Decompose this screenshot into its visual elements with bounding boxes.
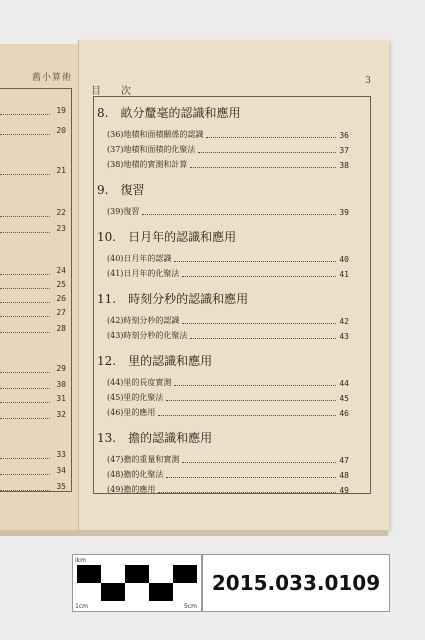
left-page-number: 25	[56, 280, 66, 289]
toc-entry-label: (36)地積和面積關係的認識	[107, 130, 204, 139]
right-page	[78, 40, 389, 530]
left-page-number: 28	[56, 324, 66, 333]
scale-checker-cell	[149, 583, 173, 601]
toc-entry-page: 45	[339, 394, 349, 403]
toc-entry-page: 47	[339, 456, 349, 465]
leader-dots	[166, 400, 336, 401]
section-title: 13. 擔的認識和應用	[97, 431, 213, 445]
toc-entry-label: (49)擔的應用	[107, 485, 156, 494]
header-ci: 次	[121, 86, 131, 97]
toc-entry-label: (37)地積和面積的化聚法	[107, 145, 196, 154]
left-page-number: 31	[56, 394, 66, 403]
toc-entry-label: (39)復習	[107, 207, 140, 216]
toc-entry-page: 40	[339, 255, 349, 264]
toc-entry	[107, 406, 349, 418]
toc-entry-page: 46	[339, 409, 349, 418]
left-page-header: 舊小算術	[31, 73, 72, 83]
toc-entry-label: (48)擔的化聚法	[107, 470, 164, 479]
leader-dots	[174, 261, 336, 262]
toc-entry-label: (40)日月年的認識	[107, 254, 172, 263]
scale-bar	[72, 554, 202, 612]
left-page-number: 33	[56, 450, 66, 459]
section-title: 11. 時刻分秒的認識和應用	[97, 292, 249, 306]
toc-entry-label: (41)日月年的化聚法	[107, 269, 180, 278]
scale-label-left: 1cm	[75, 603, 88, 610]
left-page-number: 19	[56, 106, 66, 115]
left-page-number: 30	[56, 380, 66, 389]
toc-entry-page: 42	[339, 317, 349, 326]
page-number: 3	[365, 76, 371, 86]
leader-dots	[182, 276, 336, 277]
scale-checker-cell	[101, 583, 125, 601]
toc-entry	[107, 453, 349, 465]
scale-label-top: ikm	[75, 557, 86, 564]
left-page-number: 27	[56, 308, 66, 317]
left-page-number: 35	[56, 482, 66, 491]
left-leader-dots	[0, 302, 50, 303]
left-leader-dots	[0, 316, 50, 317]
leader-dots	[158, 415, 336, 416]
scale-checker-cell	[149, 565, 173, 583]
scale-checker-cell	[77, 565, 101, 583]
left-page-number: 34	[56, 466, 66, 475]
left-page-number: 21	[56, 166, 66, 175]
toc-entry-page: 48	[339, 471, 349, 480]
leader-dots	[174, 385, 336, 386]
toc-entry-label: (43)時刻分秒的化聚法	[107, 331, 188, 340]
leader-dots	[158, 492, 336, 493]
toc-entry-page: 39	[339, 208, 349, 217]
toc-entry-label: (38)地積的實測和計算	[107, 160, 188, 169]
toc-entry	[107, 468, 349, 480]
leader-dots	[166, 477, 336, 478]
leader-dots	[206, 137, 336, 138]
left-leader-dots	[0, 474, 50, 475]
left-leader-dots	[0, 332, 50, 333]
left-page-number: 32	[56, 410, 66, 419]
left-leader-dots	[0, 274, 50, 275]
leader-dots	[190, 167, 336, 168]
left-leader-dots	[0, 388, 50, 389]
toc-entry	[107, 314, 349, 326]
section-title: 8. 畝分釐毫的認識和應用	[97, 106, 241, 120]
left-page-frame	[0, 88, 72, 492]
toc-entry	[107, 267, 349, 279]
toc-entry-page: 49	[339, 486, 349, 495]
left-leader-dots	[0, 134, 50, 135]
leader-dots	[198, 152, 336, 153]
toc-entry	[107, 252, 349, 264]
toc-entry-label: (46)里的應用	[107, 408, 156, 417]
catalog-id-label: 2015.033.0109	[202, 554, 390, 612]
left-leader-dots	[0, 490, 50, 491]
toc-entry	[107, 143, 349, 155]
toc-entry-page: 44	[339, 379, 349, 388]
page-edge	[0, 530, 388, 536]
toc-entry	[107, 376, 349, 388]
toc-entry-page: 36	[339, 131, 349, 140]
left-page-number: 22	[56, 208, 66, 217]
leader-dots	[182, 323, 336, 324]
section-title: 9. 復習	[97, 183, 145, 197]
toc-entry	[107, 329, 349, 341]
scale-checker-cell	[77, 583, 101, 601]
header-mu: 目	[91, 86, 101, 97]
toc-entry-label: (45)里的化聚法	[107, 393, 164, 402]
toc-entry	[107, 205, 349, 217]
scale-checker-cell	[101, 565, 125, 583]
left-leader-dots	[0, 402, 50, 403]
scale-checker-cell	[173, 583, 197, 601]
toc-entry-page: 37	[339, 146, 349, 155]
left-leader-dots	[0, 372, 50, 373]
left-page-number: 23	[56, 224, 66, 233]
scale-label-right: 5cm	[184, 603, 197, 610]
toc-entry	[107, 391, 349, 403]
toc-entry-label: (42)時刻分秒的認識	[107, 316, 180, 325]
section-title: 12. 里的認識和應用	[97, 354, 213, 368]
leader-dots	[190, 338, 336, 339]
left-leader-dots	[0, 216, 50, 217]
scale-checker-cell	[125, 565, 149, 583]
left-page-number: 20	[56, 126, 66, 135]
scale-checker-cell	[173, 565, 197, 583]
left-page	[0, 44, 79, 530]
toc-entry	[107, 483, 349, 495]
left-leader-dots	[0, 458, 50, 459]
toc-entry-page: 41	[339, 270, 349, 279]
left-leader-dots	[0, 114, 50, 115]
leader-dots	[182, 462, 336, 463]
leader-dots	[142, 214, 336, 215]
toc-entry	[107, 128, 349, 140]
left-leader-dots	[0, 288, 50, 289]
scale-checker	[77, 565, 197, 601]
toc-entry-page: 43	[339, 332, 349, 341]
left-leader-dots	[0, 418, 50, 419]
toc-entry-page: 38	[339, 161, 349, 170]
scale-checker-cell	[125, 583, 149, 601]
left-page-number: 24	[56, 266, 66, 275]
left-page-number: 26	[56, 294, 66, 303]
left-page-number: 29	[56, 364, 66, 373]
section-title: 10. 日月年的認識和應用	[97, 230, 237, 244]
toc-entry-label: (47)擔的重量和實測	[107, 455, 180, 464]
left-leader-dots	[0, 232, 50, 233]
left-leader-dots	[0, 174, 50, 175]
toc-entry-label: (44)里的長度實測	[107, 378, 172, 387]
toc-entry	[107, 158, 349, 170]
